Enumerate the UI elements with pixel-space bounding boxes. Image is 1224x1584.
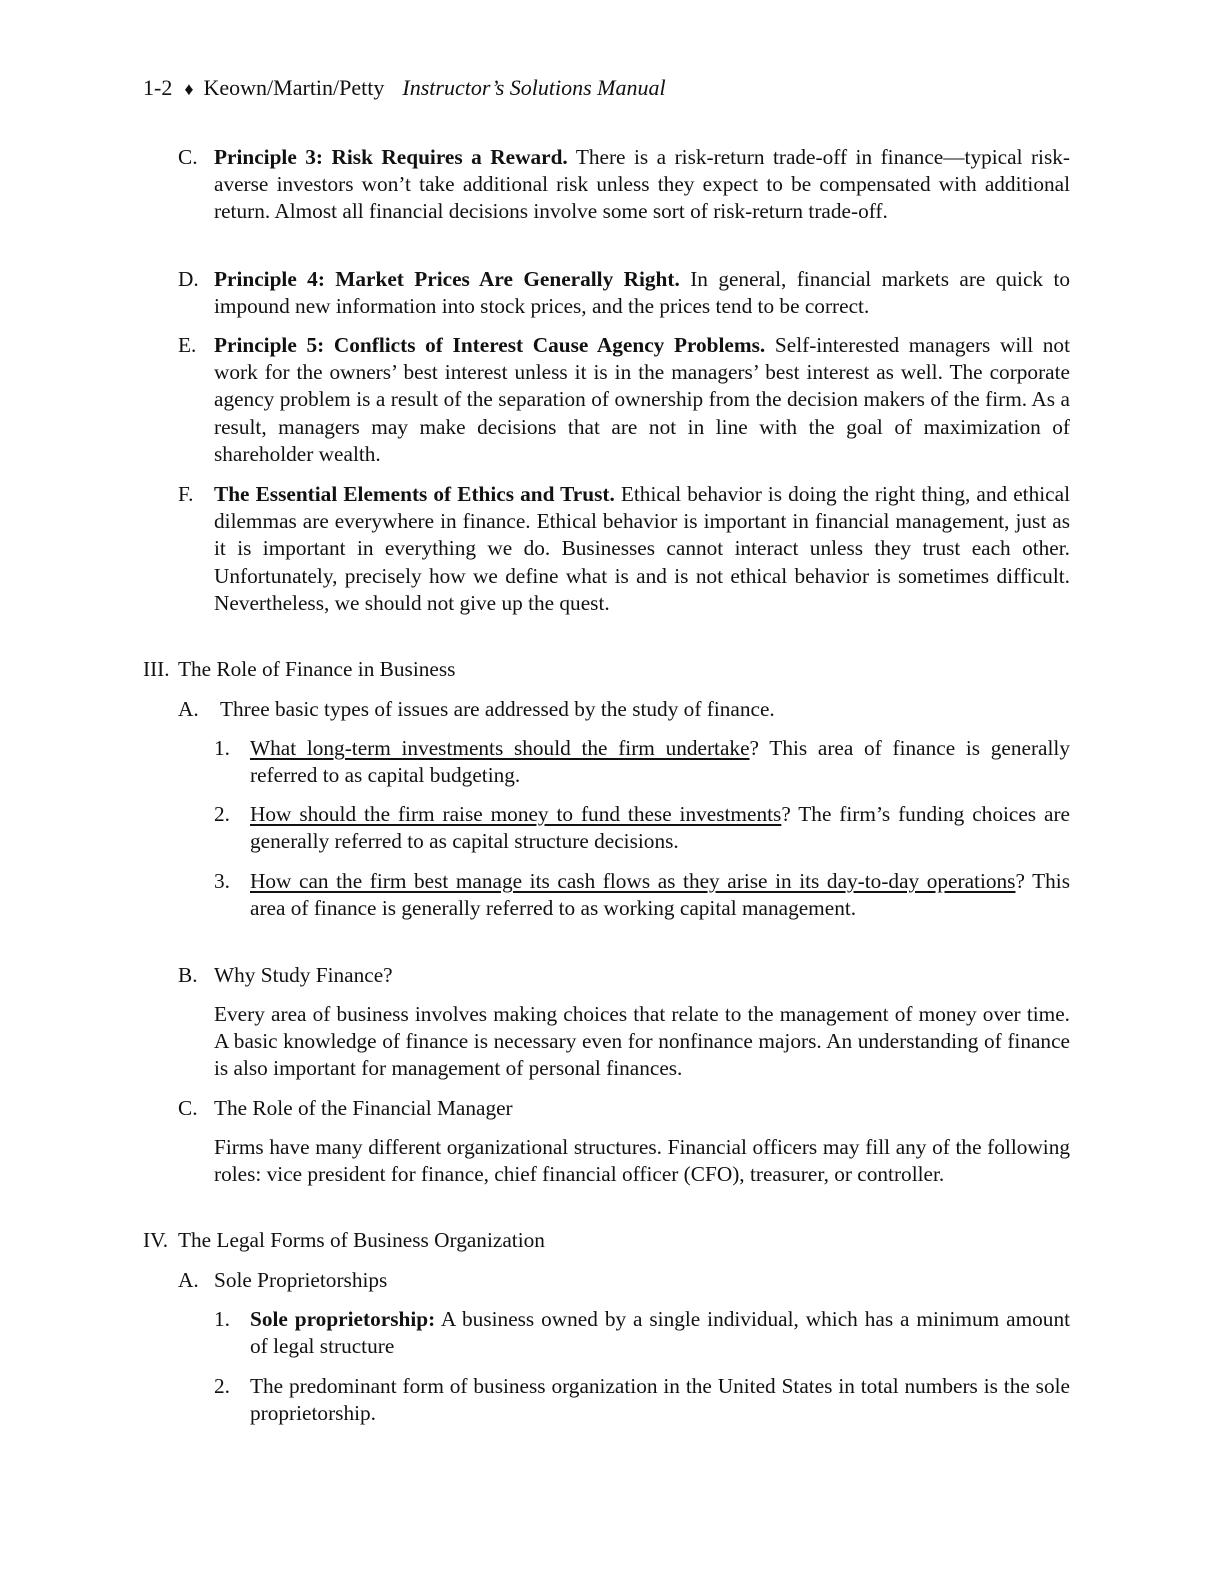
sub-item-body: A business owned by a single individual, which has a minimum amount of legal structure (250, 1307, 1071, 1359)
item-heading: The Essential Elements of Ethics and Trust. (214, 482, 615, 506)
item-label: C. (178, 1096, 198, 1120)
item-text: The Role of the Financial Manager (214, 1096, 513, 1120)
item-body: Self-interested managers will not work for the owners’ best interest unless it is in the managers’ best interest as well. The corporate agency problem is a result of the separation of ownership from the decision makers of the firm. As a result, managers may make decisions that are not in line with the goal of maximization of shareholder wealth. (214, 333, 1070, 466)
sub-item-body: ? The firm’s funding choices are generally referred to as capital structure decisions. (250, 802, 1070, 854)
item-body: In general, financial markets are quick to impound new information into stock prices, and the prices tend to be correct. (214, 267, 1071, 319)
item-text (214, 266, 1070, 320)
section-title: The Legal Forms of Business Organization (178, 1228, 545, 1252)
item-heading: Principle 5: Conflicts of Interest Cause Agency Problems. (214, 333, 766, 357)
sub-item-label: 1. (214, 1307, 230, 1331)
section-title: The Role of Finance in Business (178, 657, 456, 681)
sub-item-text: The predominant form of business organization in the United States in total numbers is the sole proprietorship. (250, 1374, 1070, 1426)
sub-item-text (250, 868, 1070, 922)
sub-item-body: ? This area of finance is generally referred to as working capital management. (250, 869, 1070, 921)
item-text: Three basic types of issues are addressed by the study of finance. (220, 697, 775, 721)
item-label: B. (178, 963, 198, 987)
diamond-separator-icon: ♦ (184, 79, 194, 99)
term-heading: Sole proprietorship: (250, 1307, 436, 1331)
item-label: F. (178, 482, 194, 506)
sub-item-text (250, 801, 1070, 855)
item-body: There is a risk-return trade-off in finance—typical risk-averse investors won’t take additional risk unless they expect to be compensated with additional return. Almost all financial decisions involve some sort of risk-return trade-off. (214, 145, 1070, 224)
item-text: Why Study Finance? (214, 963, 393, 987)
financial-manager-paragraph: Firms have many different organizational structures. Financial officers may fill any of the following roles: vice president for finance, chief financial officer (CFO), treasurer, or controller. (214, 1135, 1070, 1187)
sub-item-label: 2. (214, 802, 230, 826)
item-heading: Principle 3: Risk Requires a Reward. (214, 145, 568, 169)
sub-item-label: 2. (214, 1374, 230, 1398)
item-text (214, 332, 1070, 468)
header-authors: Keown/Martin/Petty (203, 75, 385, 100)
section-label: IV. (143, 1228, 169, 1252)
sub-item-text (250, 735, 1070, 789)
item-text (214, 144, 1070, 226)
sub-item-body: ? This area of finance is generally referred to as capital budgeting. (250, 736, 1070, 788)
item-body: Ethical behavior is doing the right thing, and ethical dilemmas are everywhere in finance. Ethical behavior is important in financial management, just as it is important in everything we do. Businesses cannot interact unless they trust each other. Unfortunately, precisely how we define what is and is not ethical behavior is sometimes difficult. Nevertheless, we should not give up the quest. (214, 482, 1070, 615)
sub-item-label: 1. (214, 736, 230, 760)
header-manual-title: Instructor’s Solutions Manual (402, 75, 666, 100)
item-label: C. (178, 145, 198, 169)
why-study-finance-paragraph: Every area of business involves making choices that relate to the management of money over time. A basic knowledge of finance is necessary even for nonfinance majors. An understanding of finance is also important for management of personal finances. (214, 1002, 1070, 1081)
item-label: A. (178, 697, 199, 721)
item-text (214, 481, 1070, 617)
item-text: Sole Proprietorships (214, 1268, 388, 1292)
question-text: What long-term investments should the firm undertake (250, 736, 750, 760)
section-label: III. (143, 657, 170, 681)
page-number: 1-2 (143, 75, 173, 100)
question-text: How should the firm raise money to fund these investments (250, 802, 782, 826)
running-header (143, 73, 666, 104)
item-label: A. (178, 1268, 199, 1292)
sub-item-label: 3. (214, 869, 230, 893)
sub-item-text (250, 1306, 1070, 1360)
item-label: D. (178, 267, 199, 291)
item-label: E. (178, 333, 197, 357)
item-heading: Principle 4: Market Prices Are Generally Right. (214, 267, 680, 291)
question-text: How can the firm best manage its cash flows as they arise in its day-to-day operations (250, 869, 1016, 893)
